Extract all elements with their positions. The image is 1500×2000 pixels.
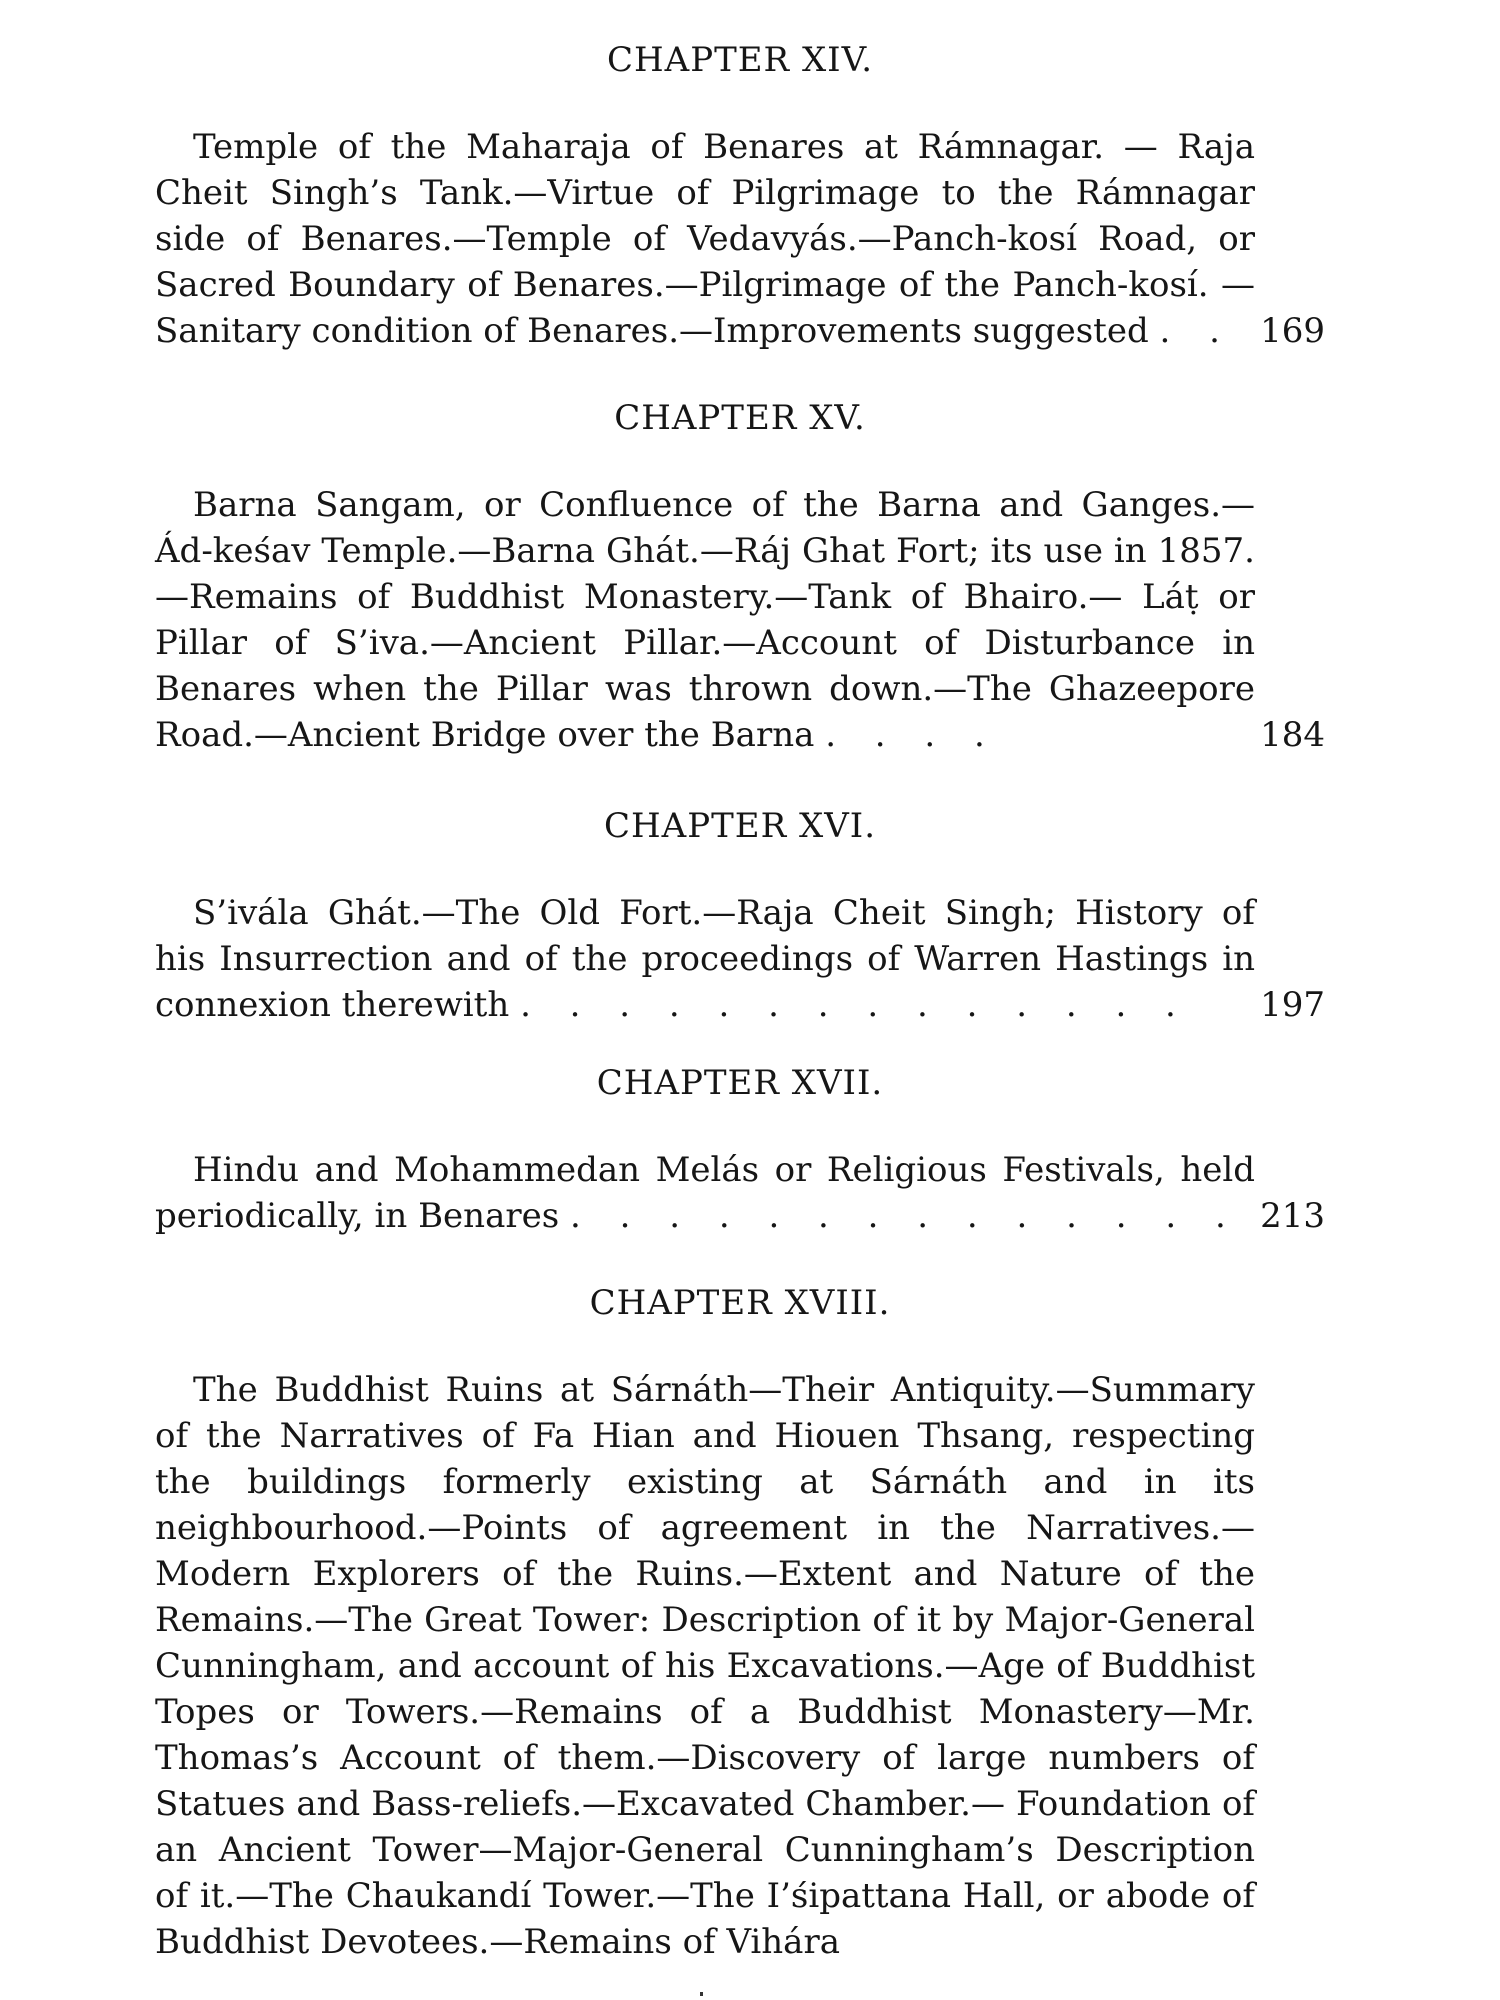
page-number: 197 [1260,985,1325,1025]
page-number: 184 [1260,715,1325,755]
dot-leader: . . . . [825,715,999,755]
chapter-summary-text: Barna Sangam, or Confluence of the Barna and Ganges.— Ád-keśav Temple.—Barna Ghát.—Ráj Ghat Fort; its use in 1857.—Remains of Buddhist Monastery.—Tank of Bhairo.— Láṭ or Pillar of S’iva.—Ancient Pillar.—Account of Disturbance in Benares when the Pillar was thrown down.—The Ghazeepore Road.—Ancient Bridge over the Barna [155,485,1255,755]
chapter-summary-text: The Buddhist Ruins at Sárnáth—Their Antiquity.—Summary of the Narratives of Fa Hian and Hiouen Thsang, respecting the buildings formerly existing at Sárnáth and in its neighbourhood.—Points of agreement in the Narratives.— Modern Explorers of the Ruins.—Extent and Nature of the Remains.—The Great Tower: Description of it by Major-General Cunningham, and account of his Excavations.—Age of Buddhist Topes or Towers.—Remains of a Buddhist Monastery—Mr. Thomas’s Account of them.—Discovery of large numbers of Statues and Bass-reliefs.—Excavated Chamber.— Foundation of an Ancient Tower—Major-General Cunningham’s Description of it.—The Chaukandí Tower.—The I’śipattana Hall, or abode of Buddhist Devotees.—Remains of Vihára [155,1370,1255,1962]
chapter-summary [155,482,1325,758]
chapter-xvi-entry [155,806,1325,1028]
dot-leader: . . . . . . . . . . . . . . [569,1196,1240,1236]
chapter-summary-text: Temple of the Maharaja of Benares at Rámnagar. — Raja Cheit Singh’s Tank.—Virtue of Pilgrimage to the Rámnagar side of Benares.—Temple of Vedavyás.—Panch-kosí Road, or Sacred Boundary of Benares.—Pilgrimage of the Panch-kosí. —Sanitary condition of Benares.—Improvements suggested [155,127,1255,351]
dot-leader: . . . . . . . . . . . . . . [520,985,1190,1025]
chapter-summary [155,890,1325,1028]
chapter-title: CHAPTER XVII. [596,1063,884,1103]
chapter-xiv-entry [155,40,1325,354]
chapter-title: CHAPTER XIV. [606,40,874,80]
chapter-title: CHAPTER XVI. [604,806,876,846]
dot-leader: . . [1159,311,1234,351]
page-number: 213 [1260,1196,1325,1236]
chapter-xviii-entry [155,1283,1325,1965]
chapter-summary-text: Hindu and Mohammedan Melás or Religious Festivals, held periodically, in Benares [155,1150,1255,1236]
chapter-summary [155,1367,1325,1965]
chapter-summary-text: S’ivála Ghát.—The Old Fort.—Raja Cheit Singh; History of his Insurrection and of the proceedings of Warren Hastings in connexion therewith [155,893,1255,1025]
chapter-summary [155,1147,1325,1239]
chapter-xvii-entry [155,1063,1325,1239]
chapter-title: CHAPTER XV. [614,398,866,438]
page-number: 169 [1260,311,1325,351]
chapter-title: CHAPTER XVIII. [589,1283,891,1323]
print-speck [700,1992,703,1996]
chapter-summary [155,124,1325,354]
chapter-xv-entry [155,398,1325,758]
